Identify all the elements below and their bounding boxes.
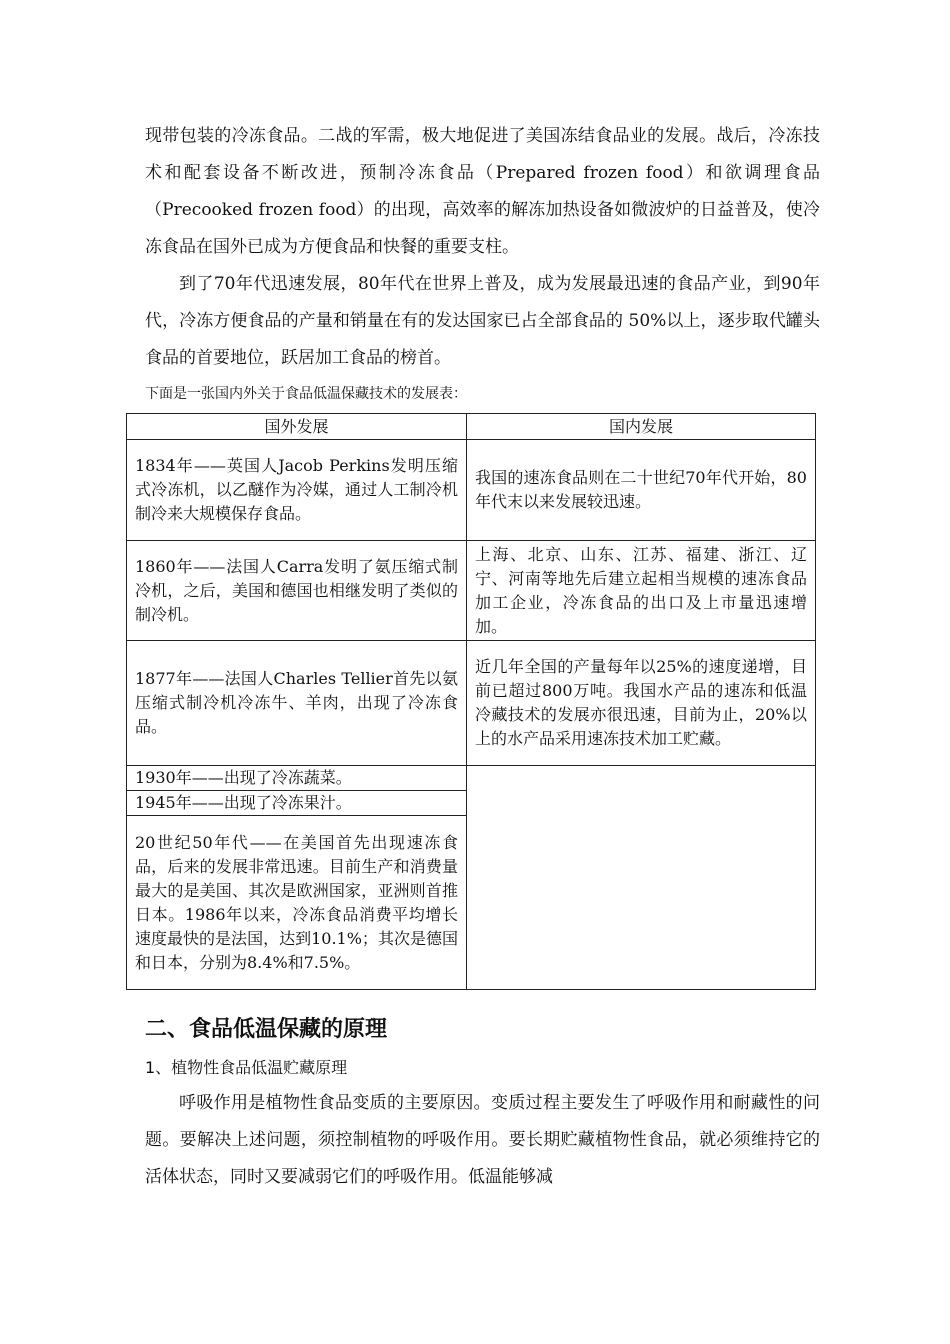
domestic-cell: 近几年全国的产量每年以25%的速度递增，目前已超过800万吨。我国水产品的速冻和低温冷藏技术的发展亦很迅速，目前为止，20%以上的水产品采用速冻技术加工贮藏。 (467, 641, 816, 766)
table-row (127, 440, 816, 541)
table-caption: 下面是一张国内外关于食品低温保藏技术的发展表： (145, 386, 467, 402)
foreign-cell: 1860年——法国人Carra发明了氨压缩式制冷机，之后，美国和德国也相继发明了类似的制冷机。 (127, 541, 467, 641)
table-header-row (127, 414, 816, 440)
domestic-empty-cell (467, 766, 816, 990)
header-foreign: 国外发展 (127, 414, 467, 440)
body-paragraph-1: 现带包装的冷冻食品。二战的军需，极大地促进了美国冻结食品业的发展。战后，冷冻技术和配套设备不断改进，预制冷冻食品（Prepared frozen food）和欲调理食品（Precooked frozen food）的出现，高效率的解冻加热设备如微波炉的日益普及，使冷冻食品在国外已成为方便食品和快餐的重要支柱。 (145, 126, 820, 257)
body-paragraph-3: 呼吸作用是植物性食品变质的主要原因。变质过程主要发生了呼吸作用和耐藏性的问题。要解决上述问题，须控制植物的呼吸作用。要长期贮藏植物性食品，就必须维持它的活体状态，同时又要减弱它们的呼吸作用。低温能够减 (145, 1093, 820, 1187)
foreign-cell: 1930年——出现了冷冻蔬菜。 (127, 766, 467, 791)
section-title: 二、食品低温保藏的原理 (145, 1017, 388, 1042)
foreign-cell: 1877年——法国人Charles Tellier首先以氨压缩式制冷机冷冻牛、羊肉，出现了冷冻食品。 (127, 641, 467, 766)
table-row (127, 641, 816, 766)
header-domestic: 国内发展 (467, 414, 816, 440)
subsection-title: 1、植物性食品低温贮藏原理 (145, 1058, 348, 1077)
domestic-cell: 上海、北京、山东、江苏、福建、浙江、辽宁、河南等地先后建立起相当规模的速冻食品加工企业，冷冻食品的出口及上市量迅速增加。 (467, 541, 816, 641)
table-row (127, 541, 816, 641)
foreign-cell: 1945年——出现了冷冻果汁。 (127, 791, 467, 816)
table-row (127, 766, 816, 791)
foreign-cell: 20世纪50年代——在美国首先出现速冻食品，后来的发展非常迅速。目前生产和消费量最大的是美国、其次是欧洲国家，亚洲则首推日本。1986年以来，冷冻食品消费平均增长速度最快的是法国，达到10.1%；其次是德国和日本，分别为8.4%和7.5%。 (127, 816, 467, 990)
development-table (126, 413, 816, 990)
domestic-cell: 我国的速冻食品则在二十世纪70年代开始，80年代末以来发展较迅速。 (467, 440, 816, 541)
body-paragraph-2: 到了70年代迅速发展，80年代在世界上普及，成为发展最迅速的食品产业，到90年代，冷冻方便食品的产量和销量在有的发达国家已占全部食品的 50%以上，逐步取代罐头食品的首要地位，跃居加工食品的榜首。 (145, 274, 820, 368)
foreign-cell: 1834年——英国人Jacob Perkins发明压缩式冷冻机，以乙醚作为冷媒，通过人工制冷机制冷来大规模保存食品。 (127, 440, 467, 541)
